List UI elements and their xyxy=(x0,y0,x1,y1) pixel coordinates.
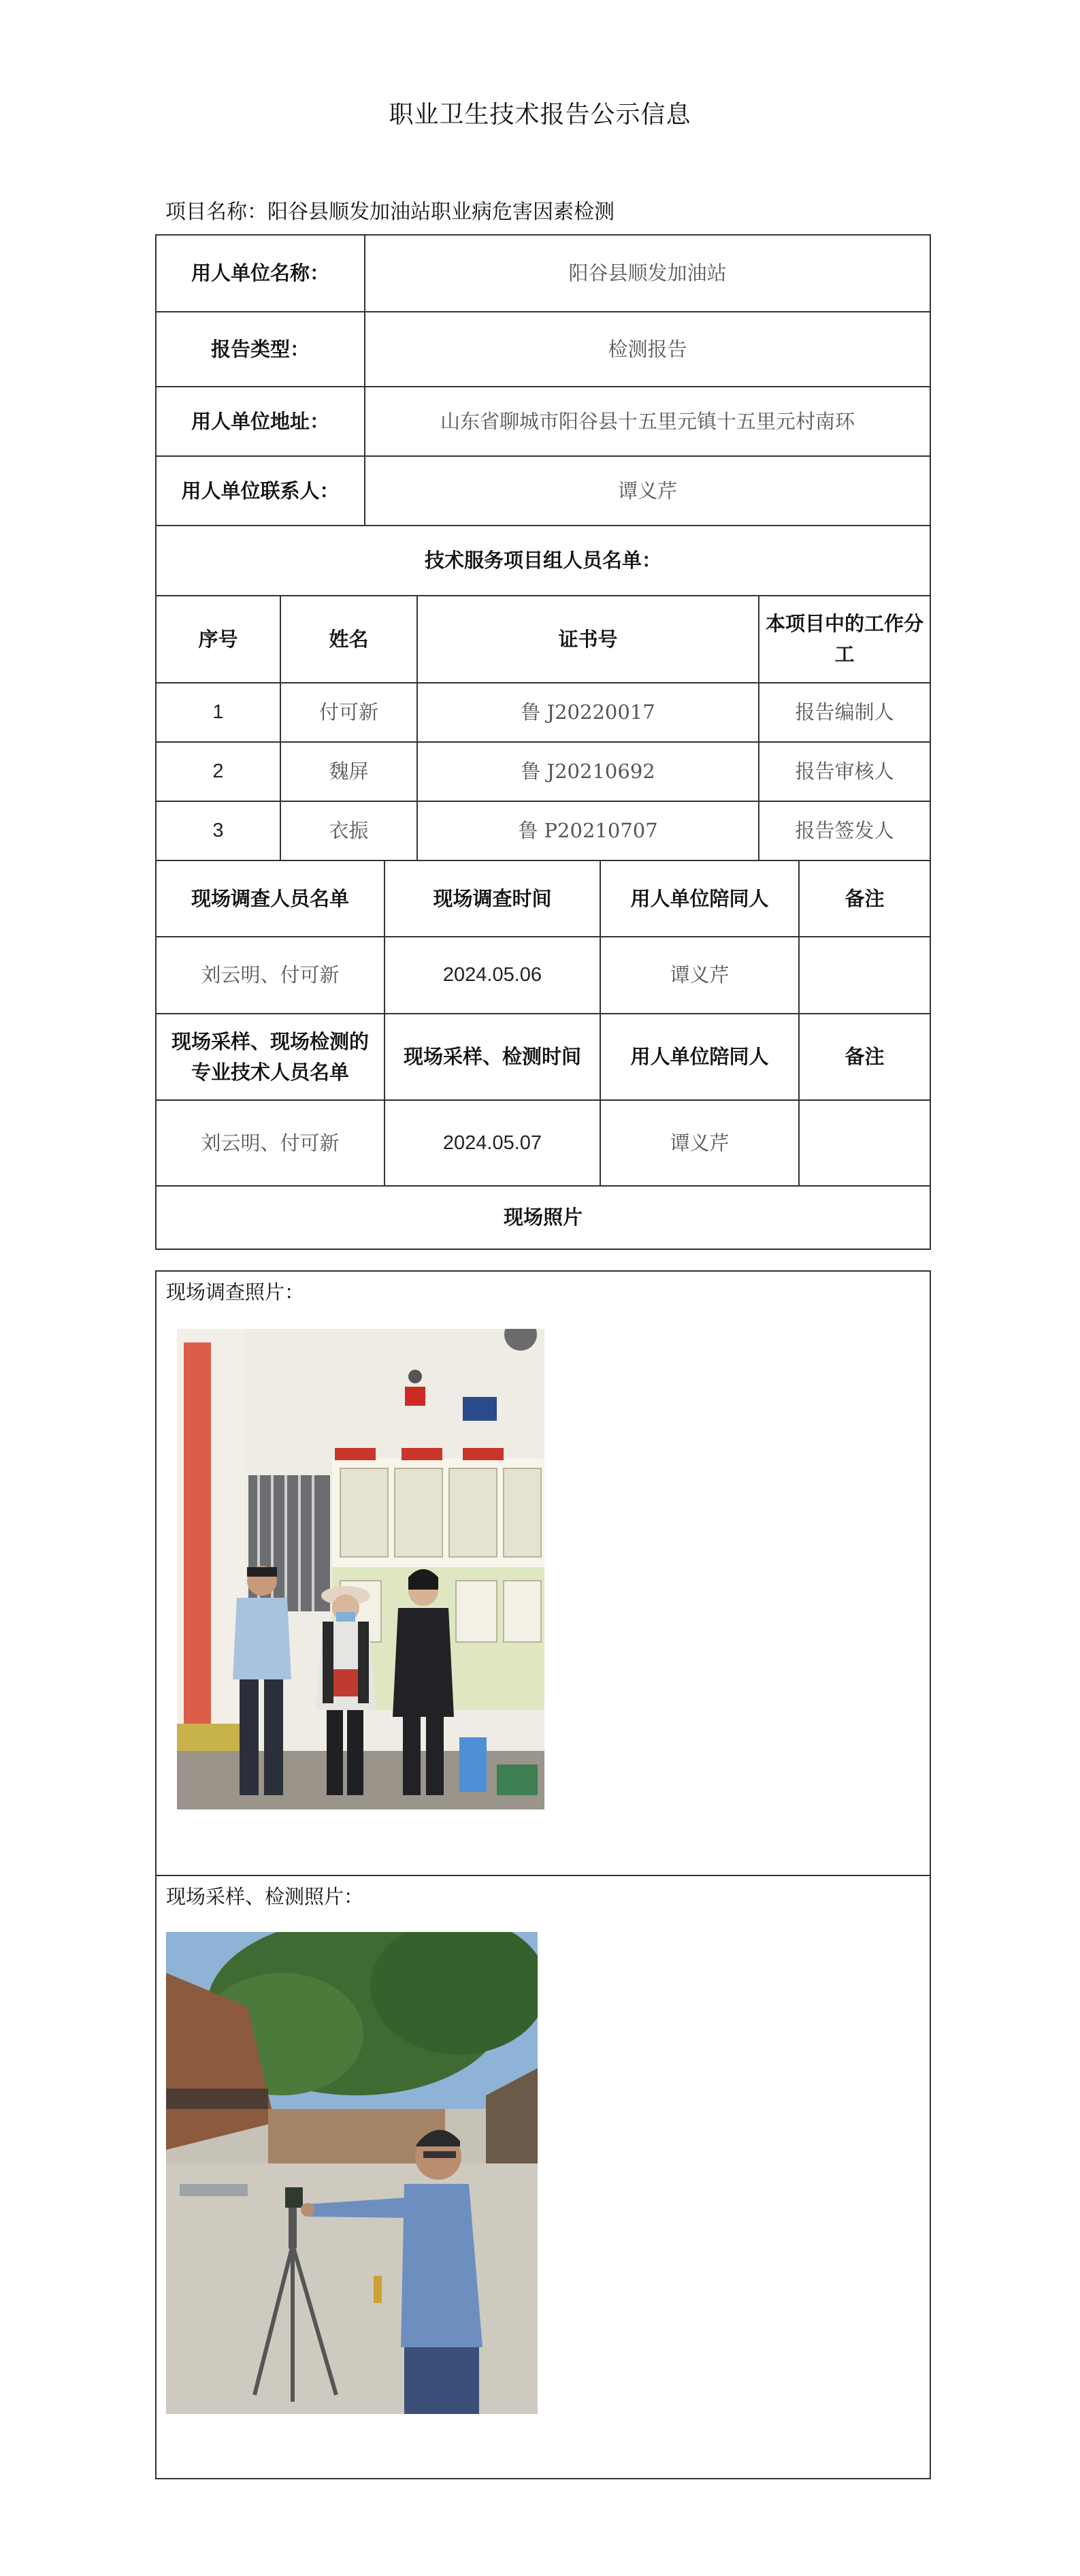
info-label: 用人单位联系人： xyxy=(181,479,340,502)
survey-people: 刘云明、付可新 xyxy=(201,963,340,987)
team-name: 魏屏 xyxy=(280,743,416,801)
sampling-header: 用人单位陪同人 xyxy=(600,1014,798,1099)
survey-photo xyxy=(177,1329,544,1809)
survey-escort: 谭义芹 xyxy=(600,937,798,1013)
photos-title: 现场照片 xyxy=(503,1206,583,1229)
team-name: 付可新 xyxy=(280,683,416,741)
photos-title-row xyxy=(157,1185,930,1249)
team-no: 1 xyxy=(212,701,224,724)
team-cert: 鲁 P20210707 xyxy=(416,802,758,860)
team-header-row xyxy=(157,595,930,682)
project-name: 项目名称：阳谷县顺发加油站职业病危害因素检测 xyxy=(165,200,615,224)
info-label: 用人单位地址： xyxy=(191,409,329,433)
team-role: 报告签发人 xyxy=(758,802,930,860)
info-row xyxy=(157,236,930,311)
sampling-header: 现场采样、现场检测的专业技术人员名单 xyxy=(171,1029,369,1084)
survey-header: 现场调查人员名单 xyxy=(191,886,349,910)
team-header: 序号 xyxy=(198,627,238,651)
team-no: 2 xyxy=(212,760,224,783)
team-title-row xyxy=(157,525,930,595)
info-row xyxy=(157,386,930,455)
team-role: 报告编制人 xyxy=(758,683,930,741)
info-value: 谭义芹 xyxy=(364,457,930,525)
survey-photo-image xyxy=(177,1329,544,1809)
team-header: 证书号 xyxy=(416,596,758,682)
survey-header: 现场调查时间 xyxy=(384,861,600,936)
team-row xyxy=(157,741,930,801)
team-header: 本项目中的工作分工 xyxy=(758,596,930,682)
sampling-photo xyxy=(166,1932,538,2414)
survey-note xyxy=(798,937,930,1013)
photo-box xyxy=(155,1270,931,2479)
info-value: 检测报告 xyxy=(364,312,930,386)
info-value: 山东省聊城市阳谷县十五里元镇十五里元村南环 xyxy=(364,387,930,455)
sampling-photo-section xyxy=(157,1875,930,2479)
team-cert: 鲁 J20210692 xyxy=(416,743,758,801)
survey-row xyxy=(157,936,930,1013)
survey-date: 2024.05.06 xyxy=(384,937,600,1013)
info-table xyxy=(155,234,931,1250)
team-no: 3 xyxy=(212,820,224,842)
sampling-photo-image xyxy=(166,1932,538,2414)
info-label: 报告类型： xyxy=(210,337,310,361)
survey-photo-label: 现场调查照片： xyxy=(166,1281,305,1304)
sampling-escort: 谭义芹 xyxy=(600,1101,798,1185)
info-row xyxy=(157,311,930,386)
sampling-row xyxy=(157,1099,930,1185)
page-title: 职业卫生技术报告公示信息 xyxy=(389,101,691,129)
info-value: 阳谷县顺发加油站 xyxy=(364,236,930,311)
team-title: 技术服务项目组人员名单： xyxy=(424,549,661,573)
sampling-header-row xyxy=(157,1013,930,1099)
survey-header: 备注 xyxy=(798,861,930,936)
info-row xyxy=(157,455,930,525)
sampling-people: 刘云明、付可新 xyxy=(201,1131,340,1155)
sampling-photo-label: 现场采样、检测照片： xyxy=(166,1885,364,1908)
survey-header: 用人单位陪同人 xyxy=(600,861,798,936)
sampling-header: 现场采样、检测时间 xyxy=(384,1014,600,1099)
team-name: 衣振 xyxy=(280,802,416,860)
sampling-header: 备注 xyxy=(798,1014,930,1099)
team-role: 报告审核人 xyxy=(758,743,930,801)
team-row xyxy=(157,682,930,741)
team-row xyxy=(157,801,930,860)
team-cert: 鲁 J20220017 xyxy=(416,683,758,741)
info-label: 用人单位名称： xyxy=(191,261,329,285)
sampling-date: 2024.05.07 xyxy=(384,1101,600,1185)
sampling-note xyxy=(798,1101,930,1185)
survey-header-row xyxy=(157,860,930,936)
survey-photo-section xyxy=(157,1272,930,1875)
team-header: 姓名 xyxy=(280,596,416,682)
